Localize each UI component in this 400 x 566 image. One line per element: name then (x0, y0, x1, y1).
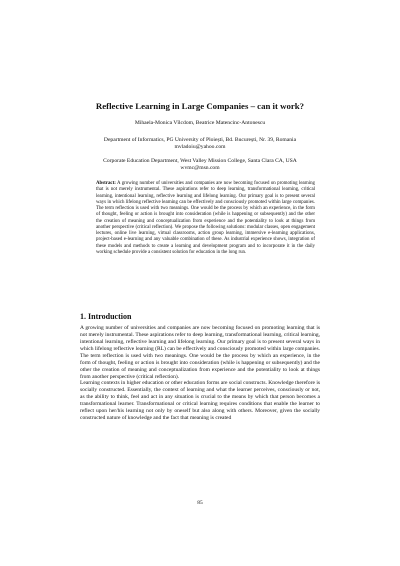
intro-paragraph-1: A growing number of universities and companies are now becoming focused on promoting learning that is not merely instrumental. These aspirations refer to deep learning, transformational learning, critical learning, intentional learning, reflective learning and lifelong learning. Our primary goal is to present several ways in which lifelong reflective learning (RL) can be effectively and consciously promoted within large companies. The term reflection is used with two meanings. One would be the process by which an experience, in the form of thought, feeling or action is brought into consideration (while is happening or subsequently) and the other the creation of meaning and conceptualization from experience and the potentiality to look at things from another perspective (critical reflection). (80, 325, 320, 381)
abstract (96, 181, 315, 256)
abstract-text: A growing number of universities and companies are now becoming focused on promoting learning that is not merely instrumental. These aspirations refer to deep learning, transformational learning, critical learning, intentional learning, reflective learning and lifelong learning. Our primary goal is to present several ways in which lifelong reflective learning can be effectively and consciously promoted within large companies. The term reflection is used with two meanings. One would be the process by which an experience, in the form of thought, feeling or action is brought into consideration (while is happening or subsequently) and the other the creation of meaning and conceptualization from experience and the potentiality to look at things from another perspective (critical reflection). We propose the following solutions: modular classes, open engagement lectures, online live learning, virtual classrooms, action group learning, immersive e-learning applications, project-based e-learning and any valuable combination of these. As industrial experience shows, integration of these models and methods to create a learning and development program and to incorporate it in the daily working schedule provide a consistent solution for education in the long run. (96, 181, 316, 255)
section-heading-introduction: 1. Introduction (80, 312, 132, 321)
affiliation-2-email: wvmc@msn.com (180, 165, 220, 171)
abstract-label: Abstract: (96, 181, 116, 186)
intro-paragraph-2: Learning contexts in higher education or other education forms are social constructs. Knowledge therefore is socially constructed. Essentially, the context of learning and what the learner perceives, consciously or not, as the ability to think, feel and act in any situation is crucial to the means by which that person becomes a transformational learner. Transformational or critical learning requires conditions that enable the learner to reflect upon her/his learning not only by oneself but also along with others. Moreover, given the socially constructed nature of knowledge and the fact that meaning is created (80, 380, 320, 422)
author-list: Mihaela-Monica Vîlcdom, Beatrice Matencinc-Antonescu (134, 120, 266, 126)
affiliation-2-institution: Corporate Education Department, West Valley Mission College, Santa Clara CA, USA (103, 158, 297, 164)
affiliation-1-email: mvladoiu@yahoo.com (174, 144, 226, 150)
affiliation-1 (40, 137, 360, 151)
affiliation-2 (40, 158, 360, 172)
page-number: 85 (197, 500, 203, 506)
paper-title: Reflective Learning in Large Companies – can it work? (95, 101, 305, 111)
affiliation-1-institution: Department of Informatics, PG University of Ploiești, Bd. București, Nr. 39, Romania (103, 137, 297, 143)
